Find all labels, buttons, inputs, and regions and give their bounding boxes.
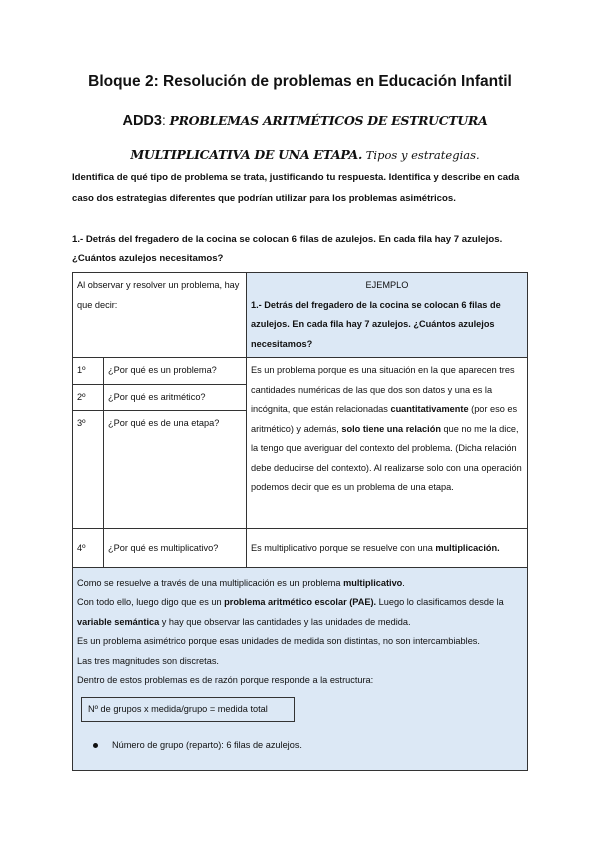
summary-paragraph: Dentro de estos problemas es de razón porque responde a la estructura: — [77, 675, 374, 685]
subtitle-separator: : — [161, 113, 170, 128]
row-number: 2º — [73, 384, 104, 411]
bullet-icon — [93, 743, 98, 748]
row-question: ¿Por qué es multiplicativo? — [104, 529, 247, 568]
answer-cell — [247, 529, 528, 568]
bullet-item — [77, 736, 523, 756]
row-question: ¿Por qué es aritmético? — [104, 384, 247, 411]
answer-part: Es un problema porque es una situación en la que aparecen tres cantidades numéricas de las que dos son datos y una es la incógnita, que están relacionadas — [251, 365, 515, 414]
row-number: 4º — [73, 529, 104, 568]
row-number: 1º — [73, 358, 104, 385]
formula-box: Nº de grupos x medida/grupo = medida total — [81, 697, 295, 723]
answer-part: que no me la dice, la tengo que averiguar del contexto del problema. (Dicha relación debe deducirse del contexto). Al realizarse solo con una operación podemos decir que es un problema de una etapa. — [251, 423, 522, 492]
assignment-code: ADD3 — [122, 113, 162, 129]
table-row — [73, 358, 528, 385]
table-row — [73, 529, 528, 568]
summary-row — [73, 567, 528, 770]
problem-line1: 1.- Detrás del fregadero de la cocina se colocan 6 filas de azulejos. En cada fila hay 7 azulejos. — [72, 234, 503, 245]
subtitle-line1: PROBLEMAS ARITMÉTICOS DE ESTRUCTURA — [169, 113, 488, 128]
answer-part: (por eso es aritmético) y además, — [251, 404, 518, 434]
document-title: Bloque 2: Resolución de problemas en Educación Infantil — [88, 73, 512, 90]
analysis-table — [72, 272, 528, 771]
answer-emphasis: solo tiene una relación — [341, 423, 441, 434]
summary-cell — [73, 567, 528, 770]
subtitle-line2: MULTIPLICATIVA DE UNA ETAPA. — [130, 147, 362, 162]
bullet-text: Número de grupo (reparto): 6 filas de azulejos. — [112, 740, 302, 750]
assignment-subtitle — [70, 104, 540, 172]
example-title: EJEMPLO — [365, 280, 409, 290]
example-text: 1.- Detrás del fregadero de la cocina se colocan 6 filas de azulejos. En cada fila hay 7 azulejos. ¿Cuántos azulejos necesitamos? — [251, 299, 501, 349]
answer-emphasis: multiplicación. — [435, 543, 500, 553]
summary-paragraph: Las tres magnitudes son discretas. — [77, 655, 219, 666]
summary-paragraph: Como se resuelve a través de una multiplicación es un problema multiplicativo. — [77, 577, 405, 588]
answer-cell — [247, 358, 528, 529]
instructions-text: Identifica de qué tipo de problema se trata, justificando tu respuesta. Identifica y describe en cada caso dos estrategias diferentes que podrían utilizar para los problemas asimétricos. — [72, 172, 520, 204]
answer-emphasis: cuantitativamente — [390, 404, 469, 414]
row-number: 3º — [73, 411, 104, 529]
table-header-row — [73, 273, 528, 358]
example-cell — [247, 273, 528, 358]
left-header-cell: Al observar y resolver un problema, hay que decir: — [73, 273, 247, 358]
problem-statement — [72, 230, 532, 268]
summary-paragraph: Con todo ello, luego digo que es un problema aritmético escolar (PAE). Luego lo clasificamos desde la variable semántica y hay que observar las cantidades y las unidades de medida. — [77, 597, 504, 627]
row-question: ¿Por qué es un problema? — [104, 358, 247, 385]
answer-part: Es multiplicativo porque se resuelve con una — [251, 543, 436, 553]
subtitle-tail: Tipos y estrategias. — [365, 148, 480, 162]
problem-line2: ¿Cuántos azulejos necesitamos? — [72, 253, 224, 264]
summary-paragraph: Es un problema asimétrico porque esas unidades de medida son distintas, no son intercambiables. — [77, 636, 480, 646]
row-question: ¿Por qué es de una etapa? — [104, 411, 247, 529]
